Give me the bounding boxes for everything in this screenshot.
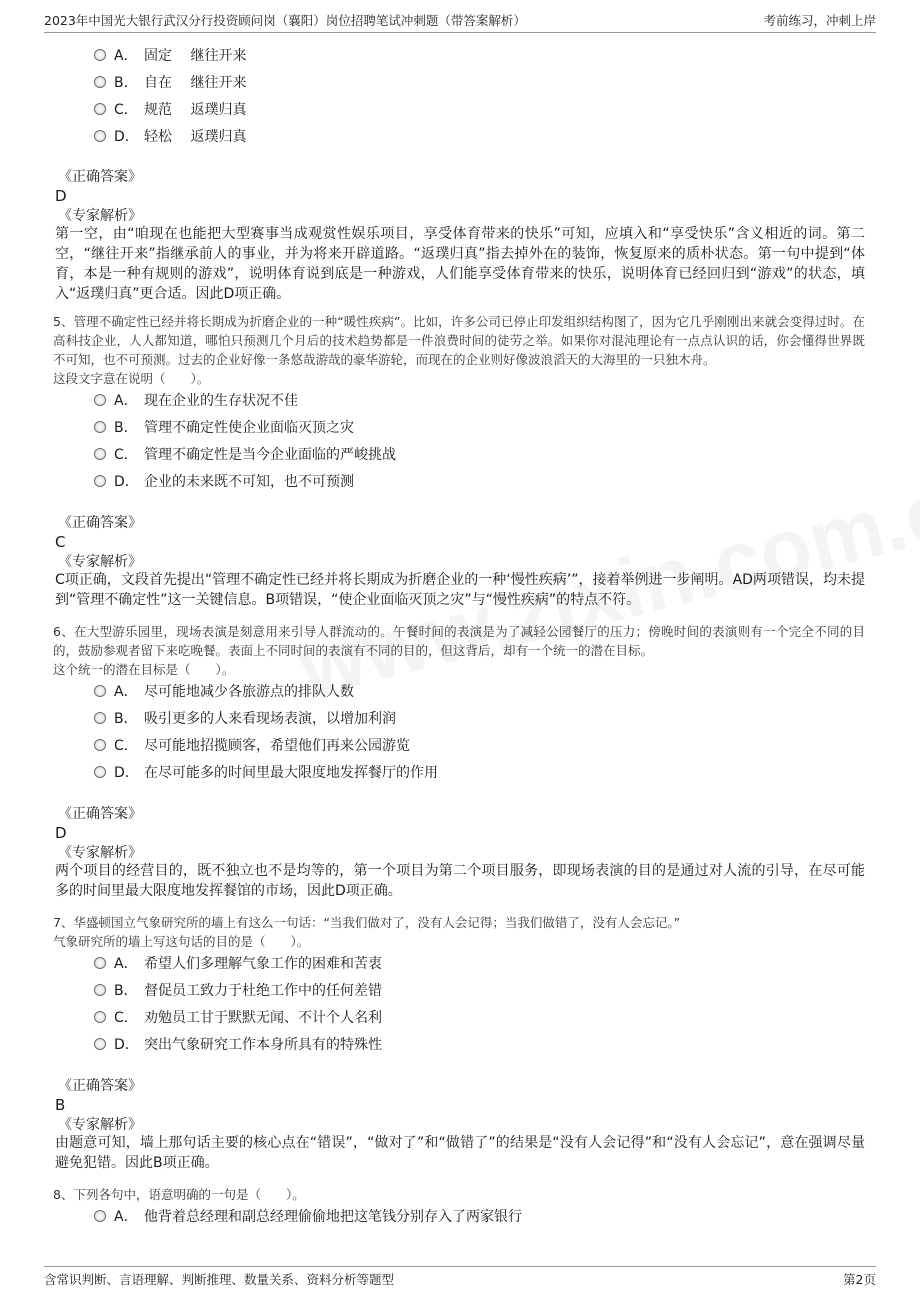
radio-button-icon[interactable]: [94, 103, 106, 115]
q7-question: 7、华盛顿国立气象研究所的墙上有这么一句话：“当我们做对了，没有人会记得；当我们做错了，没有人会忘记。”: [53, 915, 681, 930]
q7-option-a[interactable]: A． 希望人们多理解气象工作的困难和苦衷: [94, 952, 382, 976]
radio-button-icon[interactable]: [94, 685, 106, 697]
q6-question: 6、在大型游乐园里，现场表演是刻意用来引导人群流动的。午餐时间的表演是为了减轻公园餐厅的压力；傍晚时间的表演则有一个完全不同的目的，鼓励参观者留下来吃晚餐。表面上不同时间的表演有不同的目的，但这背后，却有一个统一的潜在目标。: [53, 624, 865, 658]
radio-button-icon[interactable]: [94, 76, 106, 88]
radio-button-icon[interactable]: [94, 1210, 106, 1222]
q5-answer: C: [55, 533, 66, 551]
q7-option-c[interactable]: C． 劝勉员工甘于默默无闻、不计个人名利: [94, 1006, 382, 1030]
radio-button-icon[interactable]: [94, 739, 106, 751]
correct-answer-label: 《正确答案》: [58, 515, 142, 531]
q4-option-b[interactable]: B． 自在 继往开来: [94, 71, 246, 95]
footer-description: 含常识判断、言语理解、判断推理、数量关系、资料分析等题型: [44, 1272, 395, 1287]
radio-button-icon[interactable]: [94, 712, 106, 724]
radio-button-icon[interactable]: [94, 475, 106, 487]
page-footer: [44, 1266, 876, 1293]
q6-option-b[interactable]: B． 吸引更多的人来看现场表演，以增加利润: [94, 707, 396, 731]
q6-analysis: 两个项目的经营目的，既不独立也不是均等的，第一个项目为第二个项目服务，即现场表演的目的是通过对人流的引导，在尽可能多的时间里最大限度地发挥餐馆的市场，因此D项正确。: [55, 863, 865, 899]
q5-analysis: C项正确，文段首先提出“管理不确定性已经并将长期成为折磨企业的一种‘慢性疾病’”，接着举例进一步阐明。AD两项错误，均未提到“管理不确定性”这一关键信息。B项错误，“使企业面临灭顶之灾”与“慢性疾病”的特点不符。: [55, 572, 865, 608]
q7-option-b[interactable]: B． 督促员工致力于杜绝工作中的任何差错: [94, 979, 382, 1003]
page-header: [44, 10, 876, 33]
q7-option-d[interactable]: D． 突出气象研究工作本身所具有的特殊性: [94, 1033, 382, 1057]
radio-button-icon[interactable]: [94, 1011, 106, 1023]
radio-button-icon[interactable]: [94, 394, 106, 406]
q6-answer: D: [55, 824, 67, 842]
header-slogan: 考前练习，冲刺上岸: [763, 13, 876, 28]
expert-analysis-label: 《专家解析》: [58, 554, 142, 570]
radio-button-icon[interactable]: [94, 49, 106, 61]
expert-analysis-label: 《专家解析》: [58, 208, 142, 224]
q4-option-a[interactable]: A． 固定 继往开来: [94, 44, 246, 68]
q6-option-d[interactable]: D． 在尽可能多的时间里最大限度地发挥餐厅的作用: [94, 761, 438, 785]
q5-option-c[interactable]: C． 管理不确定性是当今企业面临的严峻挑战: [94, 443, 396, 467]
radio-button-icon[interactable]: [94, 448, 106, 460]
q6-stem: 这个统一的潜在目标是（ ）。: [53, 662, 235, 677]
q5-option-d[interactable]: D． 企业的未来既不可知，也不可预测: [94, 470, 354, 494]
radio-button-icon[interactable]: [94, 984, 106, 996]
q4-answer: D: [55, 187, 67, 205]
q5-option-b[interactable]: B． 管理不确定性使企业面临灭顶之灾: [94, 416, 354, 440]
q8-question: 8、下列各句中，语意明确的一句是（ ）。: [53, 1187, 305, 1202]
q6-option-a[interactable]: A． 尽可能地减少各旅游点的排队人数: [94, 680, 354, 704]
q4-option-d[interactable]: D． 轻松 返璞归真: [94, 125, 246, 149]
q8-option-a[interactable]: A． 他背着总经理和副总经理偷偷地把这笔钱分别存入了两家银行: [94, 1205, 522, 1229]
radio-button-icon[interactable]: [94, 130, 106, 142]
expert-analysis-label: 《专家解析》: [58, 1117, 142, 1133]
q5-stem: 这段文字意在说明（ ）。: [53, 371, 210, 386]
q7-analysis: 由题意可知，墙上那句话主要的核心点在“错误”，“做对了”和“做错了”的结果是“没有人会记得”和“没有人会忘记”，意在强调尽量避免犯错。因此B项正确。: [55, 1135, 865, 1171]
correct-answer-label: 《正确答案》: [58, 1078, 142, 1094]
expert-analysis-label: 《专家解析》: [58, 845, 142, 861]
q7-stem: 气象研究所的墙上写这句话的目的是（ ）。: [53, 934, 310, 949]
correct-answer-label: 《正确答案》: [58, 806, 142, 822]
q5-option-a[interactable]: A． 现在企业的生存状况不佳: [94, 389, 298, 413]
radio-button-icon[interactable]: [94, 421, 106, 433]
q6-option-c[interactable]: C． 尽可能地招揽顾客，希望他们再来公园游览: [94, 734, 410, 758]
radio-button-icon[interactable]: [94, 1038, 106, 1050]
q4-analysis: 第一空，由“咱现在也能把大型赛事当成观赏性娱乐项目，享受体育带来的快乐”可知，应填入和“享受快乐”含义相近的词。第二空，“继往开来”指继承前人的事业，并为将来开辟道路。“返璞归真”指去掉外在的装饰，恢复原来的质朴状态。第一句中提到“体育，本是一种有规则的游戏”，说明体育说到底是一种游戏，人们能享受体育带来的快乐，说明体育已经回归到“游戏”的状态，填入“返璞归真”更合适。因此D项正确。: [55, 226, 865, 302]
page-number: 第2页: [843, 1272, 876, 1287]
radio-button-icon[interactable]: [94, 957, 106, 969]
q4-option-c[interactable]: C． 规范 返璞归真: [94, 98, 246, 122]
radio-button-icon[interactable]: [94, 766, 106, 778]
document-title: 2023年中国光大银行武汉分行投资顾问岗（襄阳）岗位招聘笔试冲刺题（带答案解析）: [44, 13, 526, 28]
correct-answer-label: 《正确答案》: [58, 169, 142, 185]
q5-question: 5、管理不确定性已经并将长期成为折磨企业的一种“暖性疾病”。比如，许多公司已停止印发组织结构图了，因为它几乎刚刚出来就会变得过时。在高科技企业，人人都知道，哪怕只预测几个月后的技术趋势都是一件浪费时间的徒劳之举。如果你对混沌理论有一点点认识的话，你会懂得世界既不可知，也不可预测。过去的企业好像一条悠哉游哉的豪华游轮，而现在的企业则好像波浪滔天的大海里的一只独木舟。: [53, 314, 865, 367]
q7-answer: B: [55, 1096, 66, 1114]
